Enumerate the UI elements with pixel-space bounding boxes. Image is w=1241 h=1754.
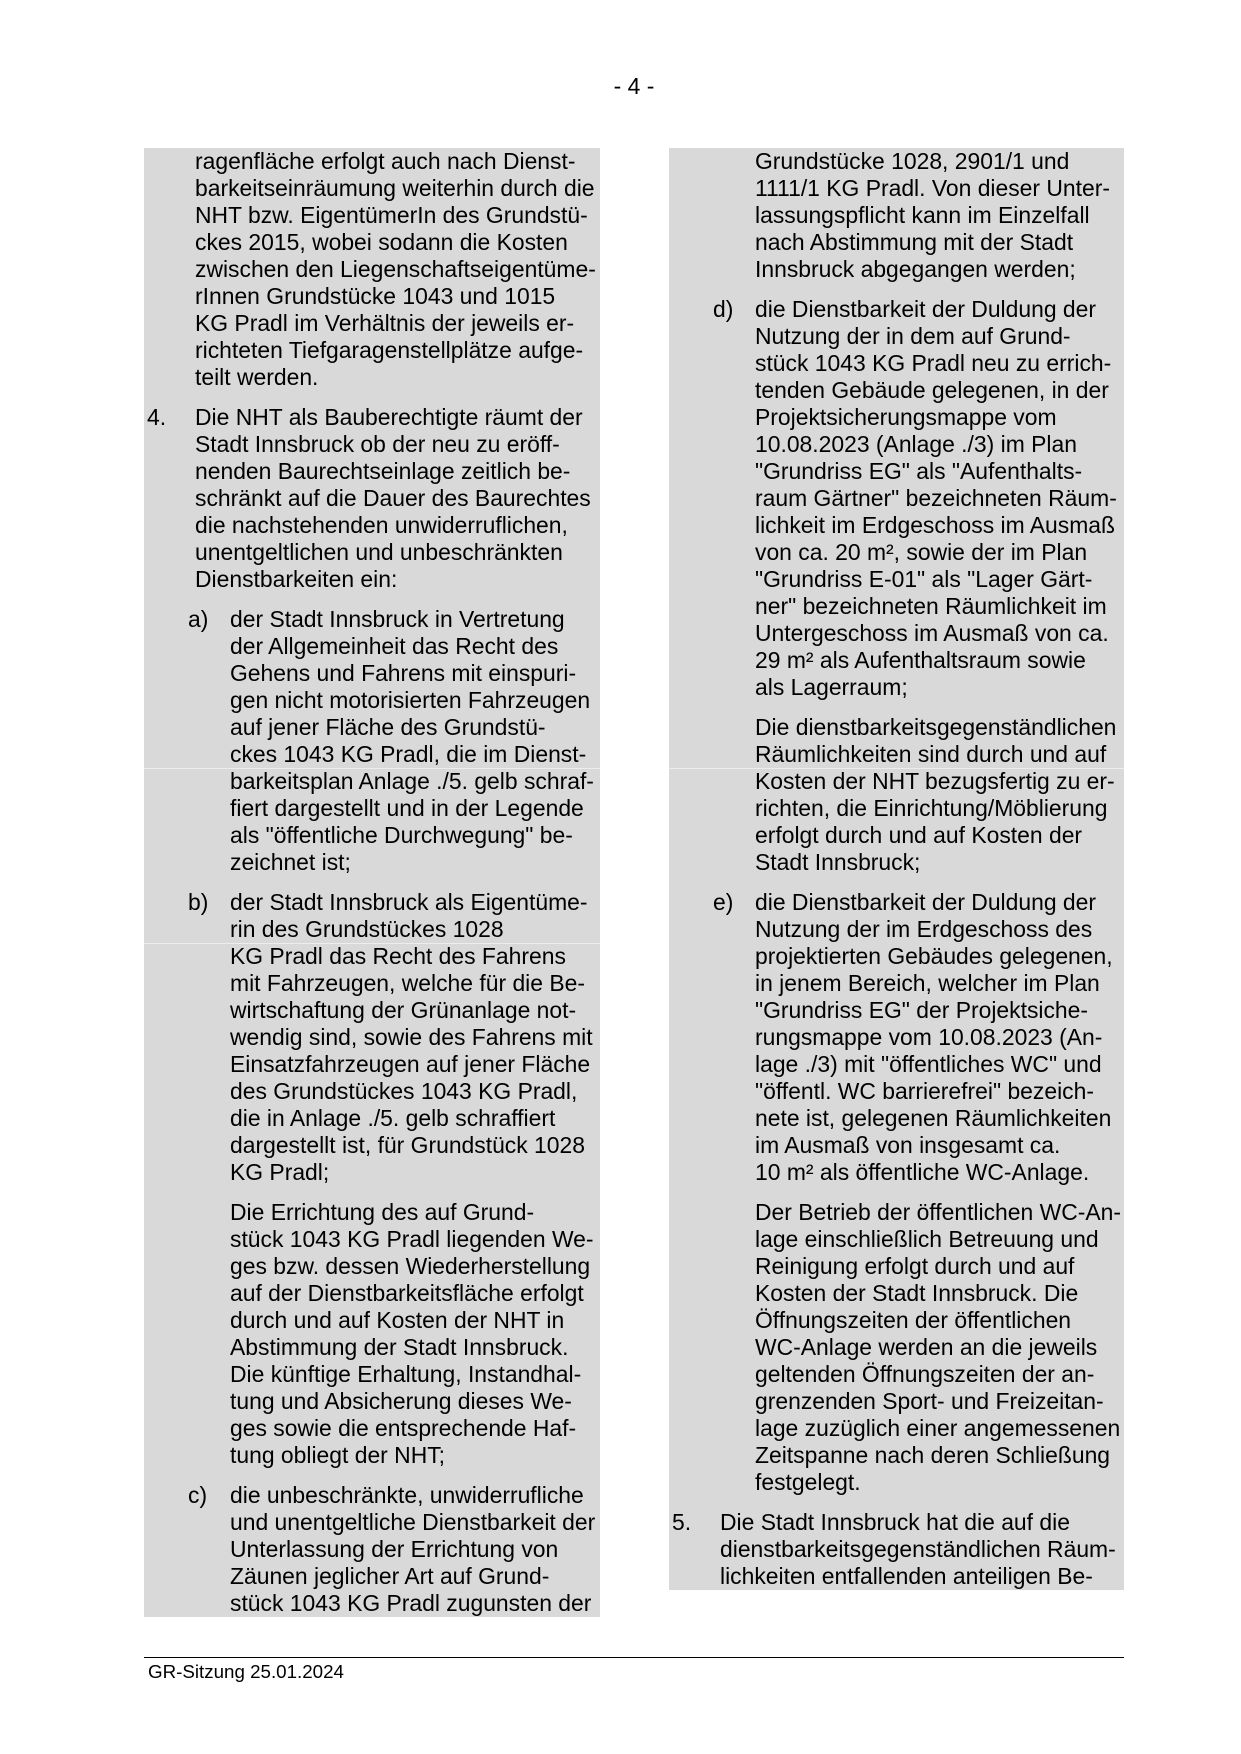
list-letter: d) — [713, 296, 734, 322]
list-item-4 — [144, 404, 600, 593]
paragraph-text: Grundstücke 1028, 2901/1 und 1111/1 KG Pradl. Von dieser Unter- lassungspflicht kann im Einzelfall nach Abstimmung mit der Stadt Innsbruck abgegangen werden; — [755, 148, 1110, 282]
list-item-text: die unbeschränkte, unwiderrufliche und unentgeltliche Dienstbarkeit der Unterlassung der Errichtung von Zäunen jeglicher Art auf Grund- stück 1043 KG Pradl zugunsten der — [230, 1482, 596, 1616]
paragraph-text: Die dienstbarkeitsgegenständlichen Räumlichkeiten sind durch und auf Kosten der NHT bezugsfertig zu er- richten, die Einrichtung/Möblierung erfolgt durch und auf Kosten der Stadt Innsbruck; — [755, 714, 1117, 875]
list-item-4d — [669, 296, 1124, 701]
list-letter: b) — [188, 889, 209, 915]
list-item-text: die Dienstbarkeit der Duldung der Nutzung der in dem auf Grund- stück 1043 KG Pradl neu zu errich- tenden Gebäude gelegenen, in der Projektsicherungsmappe vom 10.08.2023 (Anlage ./3) im Plan "Grundriss EG" als "Aufenthalts- raum Gärtner" bezeichneten Räum- lichkeit im Erdgeschoss im Ausmaß von ca. 20 m², sowie der im Plan "Grundriss E-01" als "Lager Gärt- ner" bezeichneten Räumlichkeit im Untergeschoss im Ausmaß von ca. 29 m² als Aufenthaltsraum sowie als Lagerraum; — [755, 296, 1117, 700]
list-item-4d-note — [669, 714, 1124, 876]
list-item-4e — [669, 889, 1124, 1186]
list-number: 4. — [147, 404, 167, 430]
list-item-4a — [144, 606, 600, 876]
item-4c-continuation — [669, 148, 1124, 283]
list-item-4e-note — [669, 1199, 1124, 1496]
list-item-text: Die Stadt Innsbruck hat die auf die dienstbarkeitsgegenständlichen Räum- lichkeiten entfallenden anteiligen Be- — [720, 1509, 1116, 1589]
page-number: - 4 - — [613, 73, 655, 99]
list-number: 5. — [672, 1509, 692, 1535]
list-letter: e) — [713, 889, 734, 915]
paragraph-text: ragenfläche erfolgt auch nach Dienst- barkeitseinräumung weiterhin durch die NHT bzw. EigentümerIn des Grundstü- ckes 2015, wobei sodann die Kosten zwischen den Liegenschaftseigentüme- rInnen Grundstücke 1043 und 1015 KG Pradl im Verhältnis der jeweils er- richteten Tiefgaragenstellplätze aufge- teilt werden. — [195, 148, 596, 390]
list-letter: c) — [188, 1482, 208, 1508]
list-letter: a) — [188, 606, 209, 632]
left-column — [144, 148, 600, 1617]
list-item-4b-note — [144, 1199, 600, 1469]
right-column — [669, 148, 1124, 1590]
item-3-continuation — [144, 148, 600, 391]
paragraph-text: Der Betrieb der öffentlichen WC-An- lage einschließlich Betreuung und Reinigung erfolgt durch und auf Kosten der Stadt Innsbruck. Die Öffnungszeiten der öffentlichen WC-Anlage werden an die jeweils geltenden Öffnungszeiten der an- grenzenden Sport- und Freizeitan- lage zuzüglich einer angemessenen Zeitspanne nach deren Schließung festgelegt. — [755, 1199, 1121, 1495]
footer-divider — [144, 1657, 1124, 1658]
list-item-4b — [144, 889, 600, 1186]
list-item-4c — [144, 1482, 600, 1617]
footer-text: GR-Sitzung 25.01.2024 — [148, 1661, 344, 1682]
list-item-text: die Dienstbarkeit der Duldung der Nutzung der im Erdgeschoss des projektierten Gebäudes gelegenen, in jenem Bereich, welcher im Plan "Grundriss EG" der Projektsiche- rungsmappe vom 10.08.2023 (An- lage ./3) mit "öffentliches WC" und "öffentl. WC barrierefrei" bezeich- nete ist, gelegenen Räumlichkeiten im Ausmaß von insgesamt ca. 10 m² als öffentliche WC-Anlage. — [755, 889, 1113, 1185]
list-item-5 — [669, 1509, 1124, 1590]
list-item-text: der Stadt Innsbruck in Vertretung der Allgemeinheit das Recht des Gehens und Fahrens mit einspuri- gen nicht motorisierten Fahrzeugen auf jener Fläche des Grundstü- ckes 1043 KG Pradl, die im Dienst- barkeitsplan Anlage ./5. gelb schraf- fiert dargestellt und in der Legende als "öffentliche Durchwegung" be- zeichnet ist; — [230, 606, 594, 875]
list-item-text: der Stadt Innsbruck als Eigentüme- rin des Grundstückes 1028 KG Pradl das Recht des Fahrens mit Fahrzeugen, welche für die Be- wirtschaftung der Grünanlage not- wendig sind, sowie des Fahrens mit Einsatzfahrzeugen auf jener Fläche des Grundstückes 1043 KG Pradl, die in Anlage ./5. gelb schraffiert dargestellt ist, für Grundstück 1028 KG Pradl; — [230, 889, 593, 1185]
list-item-text: Die NHT als Bauberechtigte räumt der Stadt Innsbruck ob der neu zu eröff- nenden Baurechtseinlage zeitlich be- schränkt auf die Dauer des Baurechtes die nachstehenden unwiderruflichen, unentgeltlichen und unbeschränkten Dienstbarkeiten ein: — [195, 404, 591, 592]
paragraph-text: Die Errichtung des auf Grund- stück 1043 KG Pradl liegenden We- ges bzw. dessen Wiederherstellung auf der Dienstbarkeitsfläche erfolgt durch und auf Kosten der NHT in Abstimmung der Stadt Innsbruck. Die künftige Erhaltung, Instandhal- tung und Absicherung dieses We- ges sowie die entsprechende Haf- tung obliegt der NHT; — [230, 1199, 594, 1468]
